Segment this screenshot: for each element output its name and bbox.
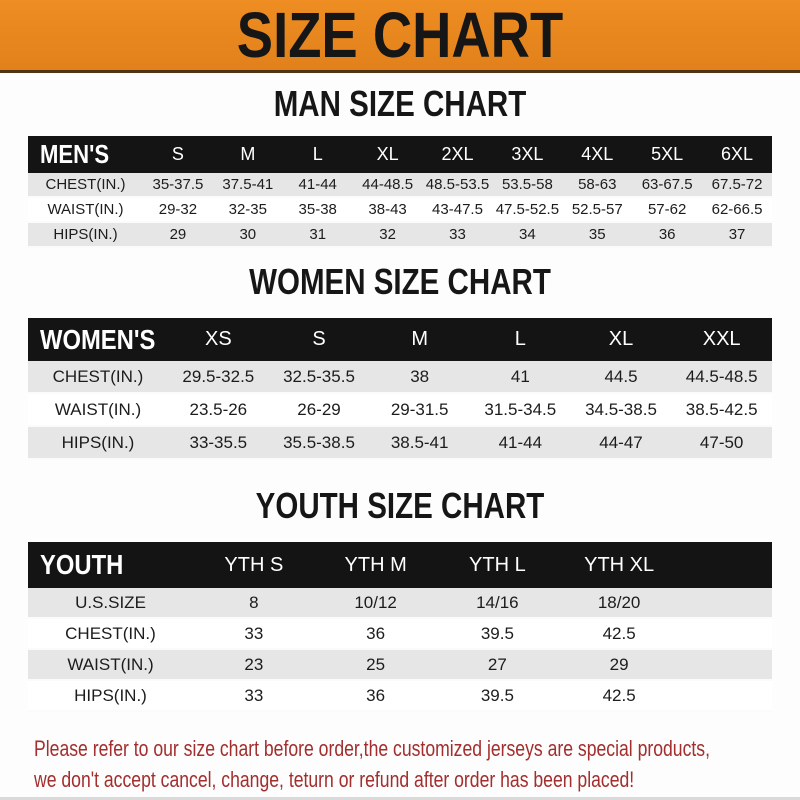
- row-label: HIPS(IN.): [53, 226, 118, 243]
- women-waist-row: [28, 394, 772, 427]
- row-label: WAIST(IN.): [47, 201, 124, 218]
- men-size-header: S: [171, 144, 184, 164]
- men-hips-row: [28, 223, 772, 248]
- table-cell: 34: [519, 226, 536, 243]
- table-cell: 41-44: [498, 432, 543, 452]
- table-cell: 44-47: [599, 432, 643, 452]
- women-hips-row: [28, 427, 772, 460]
- women-size-header: L: [514, 328, 526, 350]
- disclaimer-line-1: Please refer to our size chart before order,the customized jerseys are special products,: [34, 736, 710, 761]
- row-label: HIPS(IN.): [74, 685, 147, 705]
- youth-table-title: YOUTH: [40, 549, 124, 580]
- table-cell: 26-29: [297, 399, 341, 419]
- row-label: HIPS(IN.): [61, 432, 135, 452]
- table-cell: 29-31.5: [390, 399, 449, 419]
- men-size-header: 5XL: [651, 144, 684, 164]
- row-label: CHEST(IN.): [52, 366, 144, 386]
- men-table-header-row: [28, 136, 772, 173]
- table-cell: 38.5-41: [390, 432, 449, 452]
- table-cell: 36: [366, 623, 386, 643]
- table-cell: 33: [244, 623, 264, 643]
- table-cell: 10/12: [354, 592, 397, 612]
- page-title: SIZE CHART: [236, 0, 564, 71]
- disclaimer-line-2: we don't accept cancel, change, teturn or refund after order has been placed!: [34, 767, 635, 792]
- table-cell: 48.5-53.5: [425, 176, 490, 193]
- table-cell: 39.5: [480, 623, 514, 643]
- table-cell: 35-37.5: [152, 176, 204, 193]
- table-cell: 36: [658, 226, 676, 243]
- women-section-heading: WOMEN SIZE CHART: [249, 261, 551, 302]
- table-cell: 29.5-32.5: [182, 366, 255, 386]
- table-cell: 41-44: [298, 176, 337, 193]
- youth-waist-row: [28, 650, 772, 681]
- table-cell: 36: [366, 685, 386, 705]
- men-size-header: 3XL: [511, 144, 544, 164]
- table-cell: 67.5-72: [711, 176, 763, 193]
- youth-size-header: YTH S: [224, 553, 284, 576]
- table-cell: 62-66.5: [711, 201, 763, 218]
- women-table-header-row: [28, 318, 772, 361]
- youth-hips-row: [28, 681, 772, 712]
- men-section: [0, 83, 800, 248]
- men-size-table: [28, 136, 772, 248]
- table-cell: 27: [487, 654, 507, 674]
- table-cell: 8: [249, 592, 259, 612]
- table-cell: 43-47.5: [432, 201, 483, 218]
- men-chest-row: [28, 173, 772, 198]
- table-cell: 57-62: [647, 201, 687, 218]
- table-cell: 33: [449, 226, 466, 243]
- table-cell: 32: [379, 226, 396, 243]
- table-cell: 37: [728, 226, 746, 243]
- women-size-header: S: [312, 328, 326, 350]
- men-size-header: M: [240, 144, 256, 164]
- table-cell: 25: [366, 654, 386, 674]
- youth-section: [0, 485, 800, 712]
- table-cell: 18/20: [597, 592, 641, 612]
- table-cell: 47-50: [699, 432, 744, 452]
- row-label: WAIST(IN.): [54, 399, 142, 419]
- table-cell: 23.5-26: [189, 399, 248, 419]
- table-cell: 44.5: [604, 366, 638, 386]
- disclaimer-note: [0, 733, 800, 795]
- youth-ussize-row: [28, 588, 772, 619]
- table-cell: 44.5-48.5: [685, 366, 758, 386]
- table-cell: 33: [244, 685, 264, 705]
- men-size-header: 6XL: [721, 144, 754, 164]
- youth-section-heading: YOUTH SIZE CHART: [255, 485, 545, 526]
- table-cell: 58-63: [578, 176, 617, 193]
- table-cell: 37.5-41: [222, 176, 274, 193]
- youth-size-table: [28, 542, 772, 712]
- table-cell: 39.5: [480, 685, 514, 705]
- table-cell: 32-35: [228, 201, 267, 218]
- table-cell: 38-43: [368, 201, 407, 218]
- men-size-header: L: [312, 144, 323, 164]
- youth-size-header: YTH XL: [584, 553, 655, 576]
- women-size-header: M: [411, 328, 428, 350]
- table-cell: 14/16: [476, 592, 519, 612]
- women-size-header: XXL: [702, 328, 741, 350]
- row-label: WAIST(IN.): [67, 654, 154, 674]
- women-table-title: WOMEN'S: [40, 323, 156, 355]
- table-cell: 23: [244, 654, 264, 674]
- row-label: U.S.SIZE: [75, 592, 146, 612]
- table-cell: 53.5-58: [501, 176, 553, 193]
- men-size-header: 4XL: [581, 144, 614, 164]
- men-section-heading: MAN SIZE CHART: [273, 83, 527, 124]
- table-cell: 35: [588, 226, 606, 243]
- women-chest-row: [28, 361, 772, 394]
- youth-size-header: YTH L: [469, 553, 526, 576]
- women-size-table: [28, 318, 772, 460]
- women-size-header: XL: [608, 328, 634, 350]
- table-cell: 34.5-38.5: [585, 399, 657, 419]
- table-cell: 47.5-52.5: [495, 201, 560, 218]
- men-size-header: XL: [376, 144, 399, 164]
- men-table-title: MEN'S: [40, 139, 110, 169]
- youth-table-header-row: [28, 542, 772, 588]
- table-cell: 30: [239, 226, 257, 243]
- table-cell: 29-32: [158, 201, 198, 218]
- table-cell: 29: [169, 226, 187, 243]
- table-cell: 31.5-34.5: [484, 399, 557, 419]
- table-cell: 32.5-35.5: [283, 366, 355, 386]
- youth-chest-row: [28, 619, 772, 650]
- table-cell: 31: [309, 226, 327, 243]
- row-label: CHEST(IN.): [65, 623, 156, 643]
- table-cell: 63-67.5: [641, 176, 693, 193]
- youth-size-header: YTH M: [344, 553, 407, 576]
- banner: [0, 0, 800, 73]
- table-cell: 41: [510, 366, 530, 386]
- table-cell: 42.5: [602, 685, 636, 705]
- women-size-header: XS: [204, 328, 232, 350]
- table-cell: 52.5-57: [571, 201, 623, 218]
- table-cell: 42.5: [602, 623, 636, 643]
- table-cell: 38: [410, 366, 430, 386]
- table-cell: 35-38: [298, 201, 337, 218]
- table-cell: 38.5-42.5: [685, 399, 758, 419]
- table-cell: 29: [609, 654, 629, 674]
- women-section: [0, 261, 800, 460]
- table-cell: 33-35.5: [189, 432, 248, 452]
- table-cell: 44-48.5: [362, 176, 414, 193]
- men-size-header: 2XL: [441, 144, 474, 164]
- row-label: CHEST(IN.): [45, 176, 126, 193]
- men-waist-row: [28, 198, 772, 223]
- table-cell: 35.5-38.5: [283, 432, 355, 452]
